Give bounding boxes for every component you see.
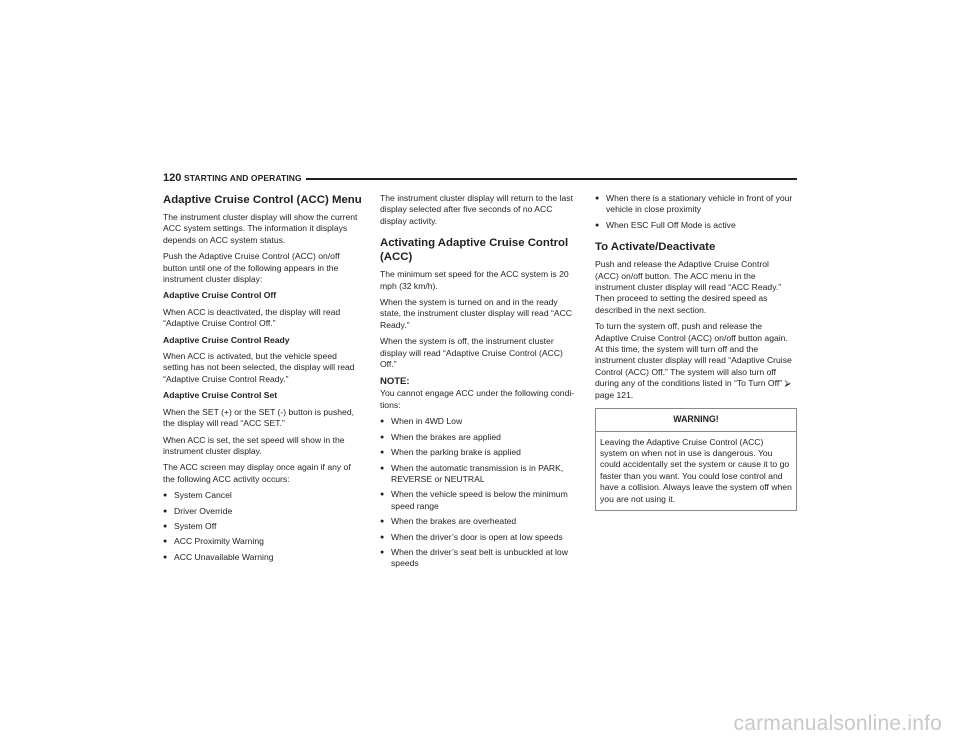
paragraph: When ACC is deactivated, the display will read “Adaptive Cruise Control Off.” <box>163 306 341 329</box>
paragraph: The instrument cluster display will return to the last display selected after five seconds of no ACC display activity. <box>380 193 573 226</box>
list-item: ● When the driver’s seat belt is unbuckled at low speeds <box>380 546 568 569</box>
list-item: ● System Off <box>163 520 217 531</box>
bullet-icon: ● <box>380 433 385 441</box>
paragraph: When ACC is set, the set speed will show in the instrument cluster display. <box>163 434 345 456</box>
page-reference-link[interactable]: page 121. <box>595 389 634 400</box>
list-item: ● When the parking brake is applied <box>380 447 521 458</box>
bullet-icon: ● <box>380 418 385 426</box>
activating-acc-heading: Activating Adaptive Cruise Control (ACC) <box>380 237 569 264</box>
bullet-icon: ● <box>380 449 385 457</box>
column-2 <box>380 193 580 574</box>
header-rule <box>306 178 797 180</box>
warning-body: Leaving the Adaptive Cruise Control (ACC) system on when not in use is dangerous. You could accidentally set the system or cause it to go faster than you want. You could lose control and have a collision. Always leave the system off when you are not using it. <box>600 436 792 504</box>
bullet-icon: ● <box>163 492 168 500</box>
list-item: ● When the vehicle speed is below the minimum speed range <box>380 489 568 511</box>
list-item: ● When the automatic transmission is in PARK, REVERSE or NEUTRAL <box>380 462 564 484</box>
bullet-icon: ● <box>595 221 600 229</box>
condition-list <box>380 416 580 569</box>
paragraph: Push and release the Adaptive Cruise Control (ACC) on/off button. The ACC menu in the instrument cluster display will read “ACC Ready.” Then proceed to setting the desired speed as described in the next section. <box>595 259 782 315</box>
list-item: ● ACC Unavailable Warning <box>163 551 274 562</box>
bullet-icon: ● <box>163 522 168 530</box>
paragraph: The instrument cluster display will show the current ACC system settings. The information it displays depends on ACC system status. <box>163 212 358 245</box>
paragraph: Push the Adaptive Cruise Control (ACC) on/off button until one of the following appears in the instrument cluster display: <box>163 251 340 285</box>
list-item: ● When ESC Full Off Mode is active <box>595 219 736 230</box>
bullet-icon: ● <box>380 518 385 526</box>
list-item: ● When in 4WD Low <box>380 416 463 427</box>
column-3 <box>595 193 795 511</box>
list-item: ● When the brakes are applied <box>380 431 501 442</box>
page-number: 120 <box>163 172 182 184</box>
subheading: Adaptive Cruise Control Off <box>163 290 277 301</box>
activity-list <box>163 490 363 563</box>
activate-deactivate-heading: To Activate/Deactivate <box>595 241 716 254</box>
note-label: NOTE: <box>380 376 410 388</box>
warning-title: WARNING! <box>596 409 796 431</box>
paragraph: The ACC screen may display once again if any of the following ACC activity occurs: <box>163 462 351 484</box>
paragraph: When ACC is activated, but the vehicle speed setting has not been selected, the display will read “Adaptive Cruise Control Ready.” <box>163 351 355 384</box>
list-item: ● When the driver’s door is open at low speeds <box>380 531 563 542</box>
subheading: Adaptive Cruise Control Ready <box>163 334 290 345</box>
bullet-icon: ● <box>163 538 168 546</box>
bullet-icon: ● <box>380 491 385 499</box>
bullet-icon: ● <box>595 195 600 202</box>
note-text: You cannot engage ACC under the following condi-tions: <box>380 388 575 410</box>
list-item: ● When the brakes are overheated <box>380 516 517 527</box>
page-reference-arrow-icon: ⮚ <box>784 378 791 389</box>
page-header <box>163 172 797 186</box>
bullet-icon: ● <box>380 464 385 472</box>
paragraph: When the SET (+) or the SET (-) button is pushed, the display will read “ACC SET.” <box>163 406 354 429</box>
condition-list-continued <box>595 193 795 231</box>
warning-box <box>595 408 797 511</box>
bullet-icon: ● <box>380 533 385 541</box>
bullet-icon: ● <box>380 548 385 556</box>
column-1 <box>163 193 363 567</box>
paragraph: To turn the system off, push and release the Adaptive Cruise Control (ACC) on/off button again. At this time, the system will turn off and the instrument cluster display will read “Adaptive Cruise Control (ACC) Off.” The system will also turn off during any of the conditions listed in “To Turn Off” ⮚ page 121. <box>595 321 792 400</box>
acc-menu-heading: Adaptive Cruise Control (ACC) Menu <box>163 194 362 206</box>
paragraph: When the system is turned on and in the ready state, the instrument cluster display will read “ACC Ready.” <box>380 297 572 330</box>
subheading: Adaptive Cruise Control Set <box>163 390 278 401</box>
bullet-icon: ● <box>163 507 168 515</box>
paragraph: When the system is off, the instrument cluster display will read “Adaptive Cruise Control (ACC) Off.” <box>380 336 563 370</box>
list-item: ● ACC Proximity Warning <box>163 536 264 547</box>
list-item: ● Driver Override <box>163 505 233 516</box>
list-item: ● When there is a stationary vehicle in front of your vehicle in close proximity <box>595 193 793 215</box>
bullet-icon: ● <box>163 553 168 561</box>
list-item: ● System Cancel <box>163 490 232 501</box>
section-title: STARTING AND OPERATING <box>184 173 302 183</box>
paragraph: The minimum set speed for the ACC system is 20 mph (32 km/h). <box>380 269 569 291</box>
watermark: carmanualsonline.info <box>733 712 942 735</box>
